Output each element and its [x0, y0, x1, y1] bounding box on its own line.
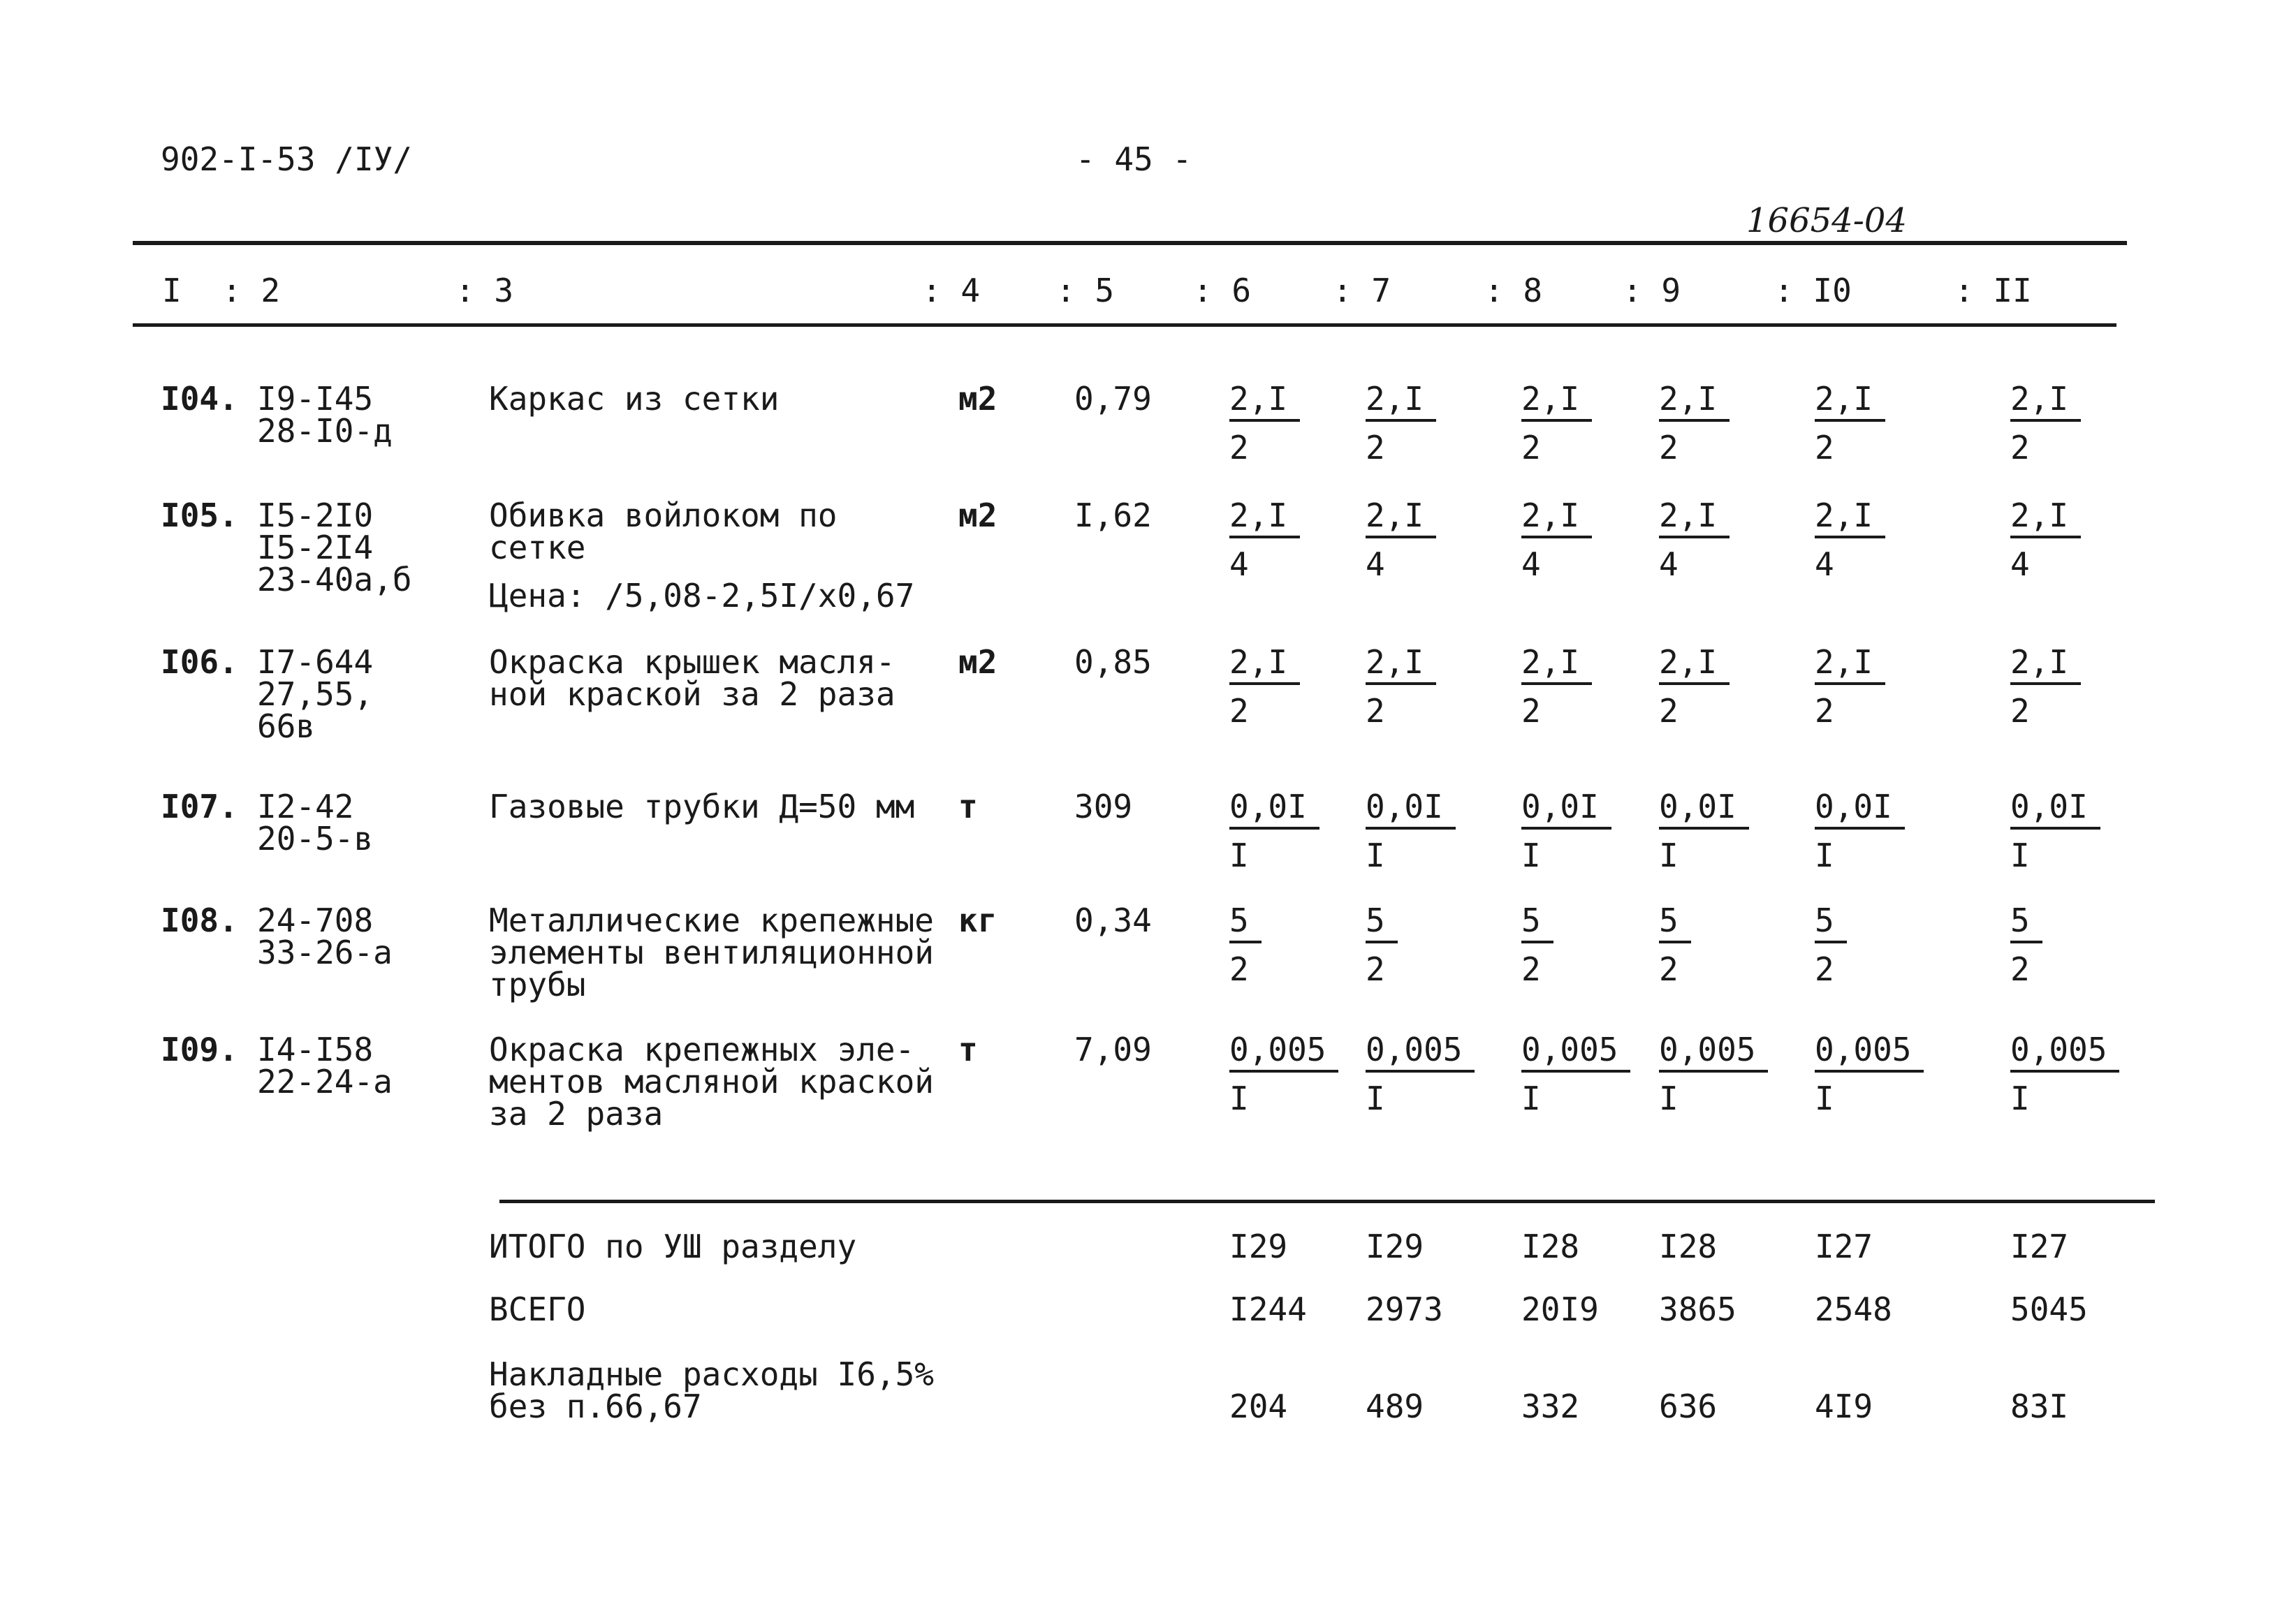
fraction-denominator: 2 [2010, 429, 2030, 466]
total-value: 636 [1659, 1388, 1718, 1425]
fraction-cell [2010, 496, 2108, 583]
column-header: : 9 [1623, 272, 1681, 309]
totals-rule [499, 1200, 2155, 1203]
fraction-denominator: 2 [1229, 950, 1249, 988]
norm-code: 22-24-а [257, 1063, 393, 1101]
total-value: 2973 [1366, 1290, 1443, 1328]
totals-label: Накладные расходы I6,5% [489, 1355, 934, 1393]
fraction-denominator: 4 [1815, 545, 1834, 583]
fraction-numerator: 0,0I [1366, 790, 1456, 830]
work-description: ной краской за 2 раза [489, 675, 895, 713]
column-header: : 2 [222, 272, 281, 309]
quantity: 0,79 [1074, 380, 1152, 418]
fraction-cell [1815, 1031, 1913, 1117]
fraction-denominator: I [1815, 1080, 1834, 1117]
total-value: 3865 [1659, 1290, 1736, 1328]
fraction-denominator: 2 [1659, 429, 1679, 466]
fraction-numerator: 0,005 [2010, 1033, 2119, 1073]
fraction-cell [1659, 1031, 1757, 1117]
norm-code: 23-40а,б [257, 561, 412, 598]
fraction-denominator: 2 [1229, 429, 1249, 466]
norm-code: I5-2I4 [257, 529, 374, 566]
fraction-numerator: 2,I [1659, 646, 1730, 685]
fraction-numerator: 2,I [1366, 646, 1436, 685]
norm-code: I9-I45 [257, 380, 374, 418]
row-number: I04. [161, 380, 238, 418]
fraction-cell [1659, 380, 1757, 466]
fraction-numerator: 2,I [1659, 383, 1730, 422]
fraction-cell [1229, 902, 1327, 988]
fraction-denominator: 2 [1366, 950, 1385, 988]
quantity: I,62 [1074, 496, 1152, 534]
fraction-cell [2010, 902, 2108, 988]
unit: т [958, 788, 978, 825]
fraction-numerator: 2,I [1521, 499, 1592, 538]
inventory-number: 16654-04 [1746, 201, 1907, 240]
fraction-cell [1659, 788, 1757, 874]
fraction-cell [2010, 788, 2108, 874]
fraction-cell [1521, 788, 1619, 874]
fraction-cell [1229, 380, 1327, 466]
fraction-numerator: 2,I [1815, 383, 1885, 422]
fraction-numerator: 2,I [1521, 383, 1592, 422]
row-number: I09. [161, 1031, 238, 1068]
work-description: трубы [489, 966, 586, 1003]
work-description: элементы вентиляционной [489, 934, 934, 971]
row-number: I05. [161, 496, 238, 534]
fraction-numerator: 0,005 [1366, 1033, 1475, 1073]
fraction-numerator: 5 [1659, 904, 1691, 943]
fraction-cell [1521, 902, 1619, 988]
column-header: : 5 [1056, 272, 1115, 309]
document-code: 902-I-53 /IУ/ [161, 140, 413, 178]
fraction-cell [1521, 380, 1619, 466]
total-value: 20I9 [1521, 1290, 1599, 1328]
fraction-denominator: 4 [1659, 545, 1679, 583]
total-value: 332 [1521, 1388, 1580, 1425]
fraction-denominator: 2 [1815, 692, 1834, 730]
total-value: 204 [1229, 1388, 1288, 1425]
fraction-denominator: 2 [1521, 950, 1541, 988]
fraction-denominator: I [1659, 1080, 1679, 1117]
fraction-cell [1521, 1031, 1619, 1117]
column-header: : 6 [1193, 272, 1252, 309]
quantity: 0,34 [1074, 902, 1152, 939]
column-header: : 8 [1484, 272, 1543, 309]
row-number: I07. [161, 788, 238, 825]
fraction-cell [1229, 788, 1327, 874]
fraction-numerator: 0,0I [1229, 790, 1319, 830]
fraction-denominator: I [1521, 1080, 1541, 1117]
fraction-cell [1815, 496, 1913, 583]
column-header: I [162, 272, 182, 309]
fraction-denominator: I [2010, 837, 2030, 874]
norm-code: 28-I0-д [257, 412, 393, 450]
totals-label: ИТОГО по УШ разделу [489, 1228, 857, 1265]
fraction-numerator: 0,0I [1659, 790, 1749, 830]
fraction-denominator: 2 [1521, 429, 1541, 466]
work-description: Обивка войлоком по [489, 496, 838, 534]
fraction-numerator: 2,I [1229, 646, 1300, 685]
fraction-numerator: 2,I [1521, 646, 1592, 685]
total-value: I29 [1229, 1228, 1288, 1265]
fraction-cell [1659, 902, 1757, 988]
column-header: : 7 [1333, 272, 1391, 309]
fraction-cell [1366, 788, 1463, 874]
fraction-numerator: 0,005 [1229, 1033, 1338, 1073]
fraction-numerator: 5 [1366, 904, 1398, 943]
fraction-denominator: 2 [2010, 950, 2030, 988]
row-number: I08. [161, 902, 238, 939]
fraction-numerator: 2,I [2010, 499, 2081, 538]
total-value: I27 [2010, 1228, 2069, 1265]
total-value: I28 [1659, 1228, 1718, 1265]
fraction-denominator: I [1366, 1080, 1385, 1117]
total-value: I27 [1815, 1228, 1873, 1265]
column-header: : II [1954, 272, 2032, 309]
norm-code: 66в [257, 707, 316, 745]
fraction-denominator: I [1815, 837, 1834, 874]
norm-code: I2-42 [257, 788, 354, 825]
unit: м2 [958, 496, 997, 534]
fraction-denominator: I [1229, 837, 1249, 874]
fraction-numerator: 2,I [1229, 383, 1300, 422]
unit: т [958, 1031, 978, 1068]
fraction-numerator: 5 [1521, 904, 1553, 943]
fraction-denominator: I [1521, 837, 1541, 874]
total-value: I244 [1229, 1290, 1307, 1328]
fraction-denominator: 2 [1659, 950, 1679, 988]
fraction-numerator: 2,I [1659, 499, 1730, 538]
fraction-denominator: I [1659, 837, 1679, 874]
total-value: 4I9 [1815, 1388, 1873, 1425]
fraction-denominator: 4 [1229, 545, 1249, 583]
work-description: за 2 раза [489, 1095, 664, 1133]
fraction-numerator: 5 [1815, 904, 1847, 943]
fraction-cell [1815, 643, 1913, 730]
totals-label: без п.66,67 [489, 1388, 702, 1425]
fraction-cell [1229, 643, 1327, 730]
fraction-denominator: 2 [1366, 429, 1385, 466]
fraction-numerator: 2,I [1366, 383, 1436, 422]
fraction-cell [1366, 1031, 1463, 1117]
column-header: : 3 [455, 272, 514, 309]
fraction-numerator: 2,I [1366, 499, 1436, 538]
column-header: : I0 [1774, 272, 1852, 309]
column-header: : 4 [922, 272, 981, 309]
fraction-cell [1366, 902, 1463, 988]
fraction-denominator: 2 [1521, 692, 1541, 730]
fraction-cell [1366, 643, 1463, 730]
work-description: Окраска крепежных эле- [489, 1031, 915, 1068]
fraction-denominator: I [2010, 1080, 2030, 1117]
work-description: Каркас из сетки [489, 380, 780, 418]
fraction-cell [1521, 643, 1619, 730]
totals-label: ВСЕГО [489, 1290, 586, 1328]
fraction-cell [1366, 496, 1463, 583]
norm-code: I4-I58 [257, 1031, 374, 1068]
norm-code: 33-26-а [257, 934, 393, 971]
unit: кг [958, 902, 997, 939]
norm-code: I5-2I0 [257, 496, 374, 534]
price-note: Цена: /5,08-2,5I/x0,67 [489, 577, 915, 615]
quantity: 0,85 [1074, 643, 1152, 681]
fraction-denominator: 2 [2010, 692, 2030, 730]
norm-code: 20-5-в [257, 820, 374, 858]
fraction-denominator: 2 [1229, 692, 1249, 730]
fraction-cell [1229, 1031, 1327, 1117]
fraction-denominator: 2 [1815, 950, 1834, 988]
fraction-cell [1659, 643, 1757, 730]
quantity: 7,09 [1074, 1031, 1152, 1068]
total-value: 83I [2010, 1388, 2069, 1425]
norm-code: I7-644 [257, 643, 374, 681]
fraction-numerator: 5 [1229, 904, 1262, 943]
total-value: 2548 [1815, 1290, 1892, 1328]
fraction-numerator: 0,0I [1815, 790, 1905, 830]
fraction-numerator: 0,005 [1815, 1033, 1924, 1073]
unit: м2 [958, 643, 997, 681]
total-value: I28 [1521, 1228, 1580, 1265]
table-top-rule [133, 241, 2127, 245]
fraction-cell [2010, 643, 2108, 730]
quantity: 309 [1074, 788, 1133, 825]
fraction-cell [2010, 1031, 2108, 1117]
total-value: I29 [1366, 1228, 1424, 1265]
page-number: - 45 - [1076, 140, 1192, 178]
fraction-cell [1366, 380, 1463, 466]
fraction-cell [1659, 496, 1757, 583]
fraction-cell [1815, 380, 1913, 466]
fraction-numerator: 2,I [2010, 646, 2081, 685]
work-description: Металлические крепежные [489, 902, 934, 939]
fraction-denominator: 2 [1366, 692, 1385, 730]
row-number: I06. [161, 643, 238, 681]
fraction-cell [1521, 496, 1619, 583]
fraction-numerator: 0,0I [2010, 790, 2100, 830]
fraction-numerator: 5 [2010, 904, 2042, 943]
fraction-numerator: 0,005 [1659, 1033, 1768, 1073]
fraction-numerator: 2,I [1815, 499, 1885, 538]
fraction-numerator: 0,0I [1521, 790, 1611, 830]
fraction-denominator: I [1229, 1080, 1249, 1117]
work-description: Окраска крышек масля- [489, 643, 895, 681]
fraction-numerator: 2,I [1815, 646, 1885, 685]
norm-code: 24-708 [257, 902, 374, 939]
total-value: 489 [1366, 1388, 1424, 1425]
fraction-numerator: 0,005 [1521, 1033, 1630, 1073]
fraction-denominator: 4 [2010, 545, 2030, 583]
fraction-cell [1229, 496, 1327, 583]
fraction-cell [1815, 902, 1913, 988]
fraction-denominator: 4 [1521, 545, 1541, 583]
fraction-denominator: 2 [1815, 429, 1834, 466]
fraction-cell [1815, 788, 1913, 874]
norm-code: 27,55, [257, 675, 374, 713]
fraction-denominator: 2 [1659, 692, 1679, 730]
table-header-rule [133, 323, 2116, 327]
work-description: сетке [489, 529, 586, 566]
total-value: 5045 [2010, 1290, 2088, 1328]
work-description: ментов масляной краской [489, 1063, 934, 1101]
fraction-denominator: I [1366, 837, 1385, 874]
fraction-denominator: 4 [1366, 545, 1385, 583]
fraction-cell [2010, 380, 2108, 466]
work-description: Газовые трубки Д=50 мм [489, 788, 915, 825]
unit: м2 [958, 380, 997, 418]
fraction-numerator: 2,I [1229, 499, 1300, 538]
fraction-numerator: 2,I [2010, 383, 2081, 422]
